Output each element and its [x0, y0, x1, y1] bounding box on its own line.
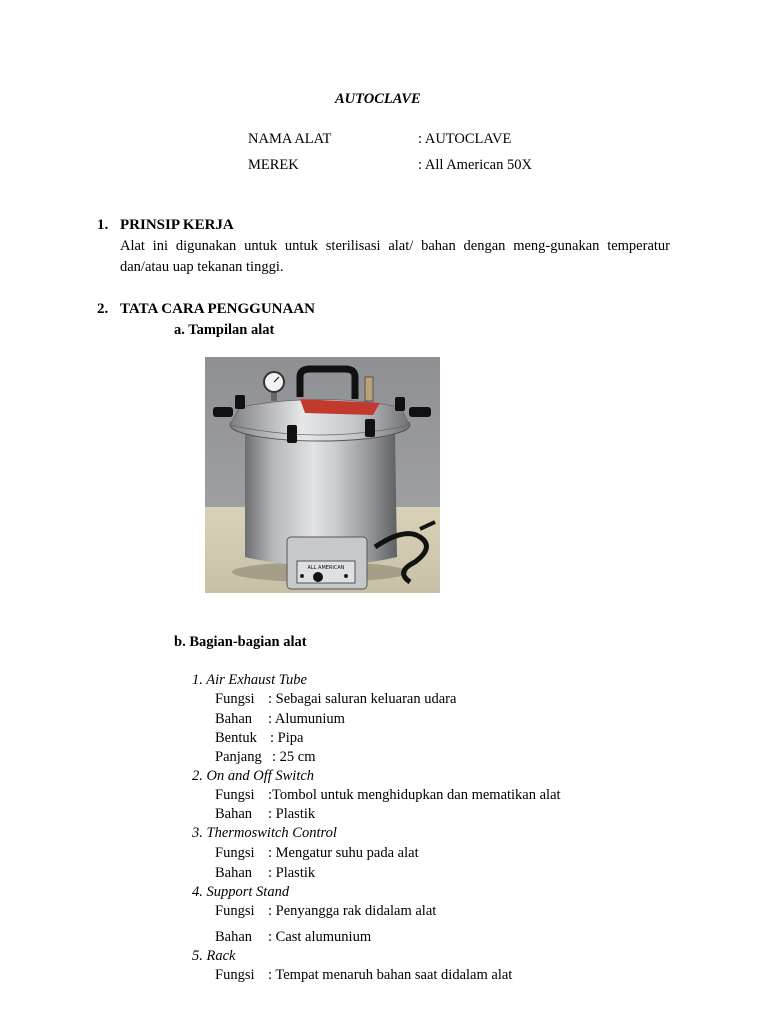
section1-heading: PRINSIP KERJA: [120, 217, 234, 233]
part-row-value: : Alumunium: [268, 711, 345, 727]
section2-number: 2.: [97, 301, 109, 317]
part-row-value: :Tombol untuk menghidupkan dan mematikan alat: [268, 787, 561, 803]
part-title: 4. Support Stand: [192, 884, 290, 900]
name-label: NAMA ALAT: [248, 131, 332, 147]
part-title: 1. Air Exhaust Tube: [192, 672, 307, 688]
part-row-value: : Plastik: [268, 865, 316, 881]
part-title: 5. Rack: [192, 948, 236, 964]
part-row-value: : 25 cm: [272, 749, 316, 765]
brand-label: MEREK: [248, 157, 299, 173]
subsection-a-heading: a. Tampilan alat: [174, 322, 275, 338]
device-label: ALL AMERICAN: [307, 565, 345, 571]
part-row-label: Fungsi: [215, 787, 255, 803]
part-row-value: : Sebagai saluran keluaran udara: [268, 691, 457, 707]
part-row-label: Fungsi: [215, 967, 255, 983]
part-title: 2. On and Off Switch: [192, 768, 315, 784]
part-row-label: Bahan: [215, 806, 253, 822]
autoclave-photo: [205, 357, 440, 593]
part-row-label: Fungsi: [215, 845, 255, 861]
part-row-value: : Plastik: [268, 806, 316, 822]
part-row-value: : Tempat menaruh bahan saat didalam alat: [268, 967, 513, 983]
part-row-label: Panjang: [215, 749, 262, 765]
part-row-label: Fungsi: [215, 903, 255, 919]
subsection-b-heading: b. Bagian-bagian alat: [174, 634, 307, 650]
part-row-label: Bahan: [215, 865, 253, 881]
section1-number: 1.: [97, 217, 109, 233]
name-value: : AUTOCLAVE: [418, 131, 512, 147]
part-row-label: Bahan: [215, 711, 253, 727]
part-title: 3. Thermoswitch Control: [192, 825, 337, 841]
section2-heading: TATA CARA PENGGUNAAN: [120, 301, 316, 317]
part-row-value: : Mengatur suhu pada alat: [268, 845, 419, 861]
part-row-value: : Cast alumunium: [268, 929, 372, 945]
document-title: AUTOCLAVE: [335, 91, 421, 107]
part-row-label: Bentuk: [215, 730, 257, 746]
part-row-label: Bahan: [215, 929, 253, 945]
part-row-value: : Pipa: [270, 730, 304, 746]
section1-paragraph: Alat ini digunakan untuk untuk sterilisasi alat/ bahan dengan meng-gunakan temperatur dan/atau uap tekanan tinggi.: [120, 238, 670, 275]
part-row-label: Fungsi: [215, 691, 255, 707]
part-row-value: : Penyangga rak didalam alat: [268, 903, 437, 919]
brand-value: : All American 50X: [418, 157, 532, 173]
